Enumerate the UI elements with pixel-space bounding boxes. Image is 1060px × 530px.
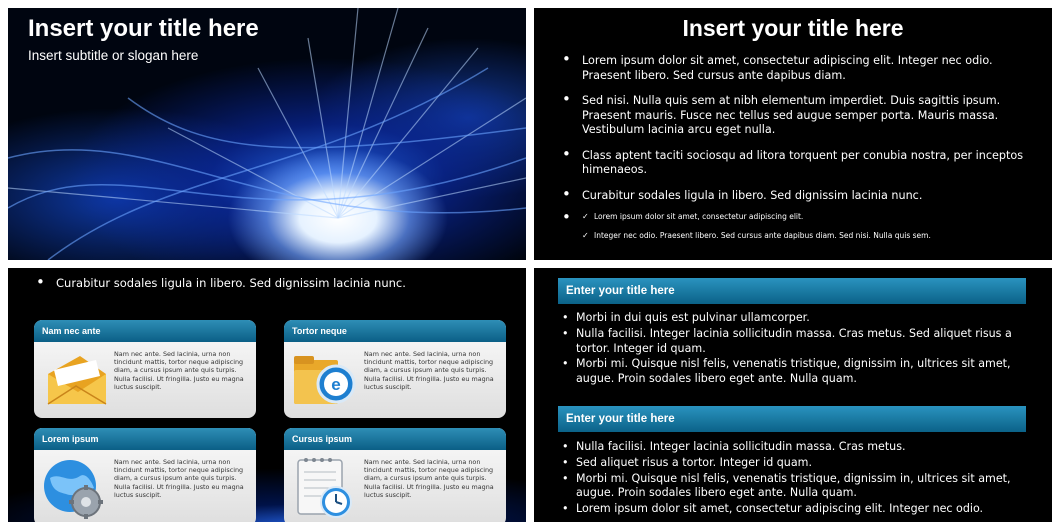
- list-item: [38, 276, 406, 290]
- slide-title-text: Insert your title here: [28, 15, 259, 42]
- card-title: Nam nec ante: [34, 320, 256, 342]
- list-item: • Nulla facilisi. Integer lacinia sollicitudin massa. Cras metus. Sed aliquet risus a tortor. Integer id quam.: [562, 327, 1032, 357]
- envelope-icon: [40, 346, 110, 414]
- card-text: Nam nec ante. Sed lacinia, urna non tincidunt mattis, tortor neque adipiscing diam, a cursus ipsum ante quis turpis. Nulla facilisi. Ut fringilla. Justo eu magna luctus suscipit.: [114, 458, 244, 499]
- sub-list-container: [562, 212, 1040, 241]
- list-item: • Sed nisi. Nulla quis sem at nibh elementum imperdiet. Duis sagittis ipsum. Praesent mauris. Fusce nec tellus sed augue semper porta. Mauris massa. Vestibulum lacinia arcu eget nulla.: [562, 94, 1040, 138]
- card-title: Tortor neque: [284, 320, 506, 342]
- list-item: • Sed aliquet risus a tortor. Integer id quam.: [562, 456, 1032, 471]
- list-item: • Lorem ipsum dolor sit amet, consectetur adipiscing elit. Integer nec odio.: [562, 502, 1032, 517]
- slide-cards[interactable]: [8, 268, 526, 522]
- card-text: Nam nec ante. Sed lacinia, urna non tincidunt mattis, tortor neque adipiscing diam, a cursus ipsum ante quis turpis. Nulla facilisi. Ut fringilla. Justo eu magna luctus suscipit.: [364, 458, 494, 499]
- slide-sections[interactable]: [534, 268, 1052, 522]
- list-item: • Curabitur sodales ligula in libero. Sed dignissim lacinia nunc.: [562, 189, 1040, 204]
- slide-title[interactable]: [8, 8, 526, 260]
- globe-gear-icon: [40, 454, 110, 522]
- card-text: Nam nec ante. Sed lacinia, urna non tincidunt mattis, tortor neque adipiscing diam, a cursus ipsum ante quis turpis. Nulla facilisi. Ut fringilla. Justo eu magna luctus suscipit.: [364, 350, 494, 391]
- list-item: • Class aptent taciti sociosqu ad litora torquent per conubia nostra, per inceptos himenaeos.: [562, 149, 1040, 178]
- list-item: • Morbi mi. Quisque nisl felis, venenatis tristique, dignissim in, ultrices sit amet, augue. Proin sodales libero eget ante. Nulla quam.: [562, 472, 1032, 502]
- calendar-clock-icon: [290, 454, 360, 522]
- slide-bullets[interactable]: [534, 8, 1052, 260]
- section-heading: Enter your title here: [558, 406, 1026, 432]
- card-title: Lorem ipsum: [34, 428, 256, 450]
- card[interactable]: [284, 428, 506, 522]
- section-heading: Enter your title here: [558, 278, 1026, 304]
- card[interactable]: [34, 320, 256, 418]
- light-burst-image: [8, 8, 526, 260]
- bullet-list: [562, 311, 1032, 388]
- card[interactable]: [284, 320, 506, 418]
- list-item: • Lorem ipsum dolor sit amet, consectetur adipiscing elit. Integer nec odio. Praesent libero. Sed cursus ante dapibus diam.: [562, 54, 1040, 83]
- list-item: ✓ Integer nec odio. Praesent libero. Sed cursus ante dapibus diam. Sed nisi. Nulla quis sem.: [582, 231, 1040, 241]
- list-item: ✓ • Lorem ipsum dolor sit amet, consectetur adipiscing elit.: [582, 212, 1040, 222]
- list-item: • Morbi mi. Quisque nisl felis, venenatis tristique, dignissim in, ultrices sit amet, augue. Proin sodales libero eget ante. Nulla quam.: [562, 357, 1032, 387]
- svg-text:e: e: [331, 375, 341, 394]
- sub-bullet-list: [582, 212, 1040, 241]
- list-item: • Nulla facilisi. Integer lacinia sollicitudin massa. Cras metus.: [562, 440, 1032, 455]
- slide-title-text: Insert your title here: [682, 15, 904, 41]
- browser-folder-icon: [290, 346, 360, 414]
- card-title: Cursus ipsum: [284, 428, 506, 450]
- card-text: Nam nec ante. Sed lacinia, urna non tincidunt mattis, tortor neque adipiscing diam, a cursus ipsum ante quis turpis. Nulla facilisi. Ut fringilla. Justo eu magna luctus suscipit.: [114, 350, 244, 391]
- card[interactable]: [34, 428, 256, 522]
- bullet-list: [562, 440, 1032, 518]
- list-item: • Morbi in dui quis est pulvinar ullamcorper.: [562, 311, 1032, 326]
- bullet-list: [562, 54, 1040, 252]
- slide-subtitle: Insert subtitle or slogan here: [28, 48, 199, 63]
- bullet-text: Curabitur sodales ligula in libero. Sed dignissim lacinia nunc.: [56, 276, 406, 290]
